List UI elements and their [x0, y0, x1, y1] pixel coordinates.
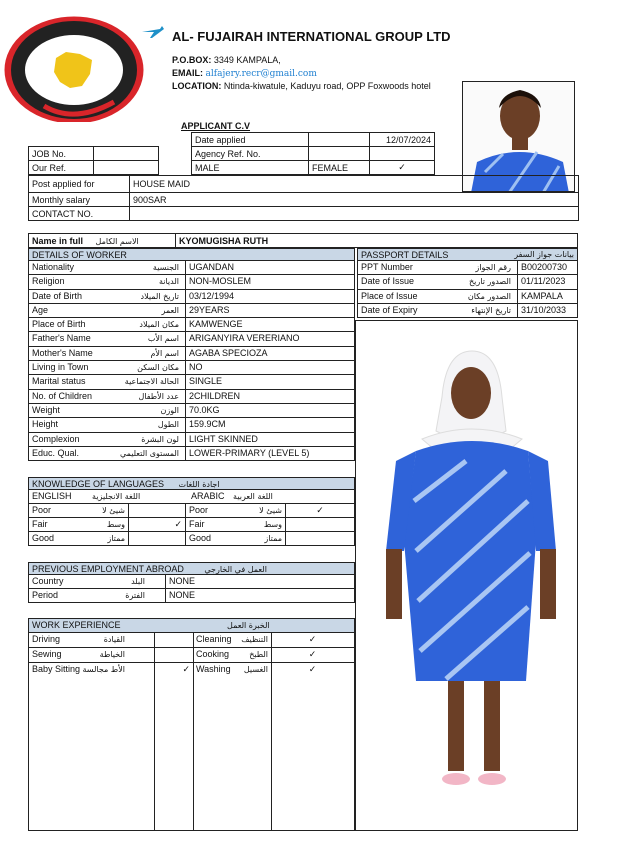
language-level-ar: ممتاز [264, 534, 282, 543]
female-label: FEMALE [309, 161, 370, 175]
details-row [28, 404, 355, 418]
english-label: ENGLISH [32, 491, 72, 501]
experience-header-ar: الخبرة العمل [227, 621, 270, 630]
details-row [28, 447, 355, 461]
previous-rows [28, 575, 355, 603]
pobox-value: 3349 KAMPALA, [213, 55, 281, 65]
details-row [28, 390, 355, 404]
detail-value: 159.9CM [189, 419, 226, 430]
details-row [28, 347, 355, 361]
skill-label-ar: الخياطة [99, 650, 125, 659]
language-level-ar: وسط [106, 520, 125, 529]
languages-table [28, 477, 355, 546]
location-value: Ntinda-kiwatule, Kaduyu road, OPP Foxwoods hotel [223, 81, 431, 91]
skill-label-ar: القيادة [103, 635, 125, 644]
skill-label: Cleaning [196, 634, 232, 644]
detail-label-ar: الديانة [158, 277, 179, 287]
passport-table [357, 248, 578, 318]
details-row [28, 433, 355, 447]
languages-header: KNOWLEDGE OF LANGUAGES [32, 479, 165, 489]
company-logo [4, 14, 164, 122]
passport-label: PPT Number [361, 262, 413, 272]
company-pobox [172, 56, 281, 65]
previous-row [28, 589, 355, 603]
english-label-ar: اللغة الانجليزية [92, 492, 141, 501]
experience-rows [29, 633, 354, 677]
name-label-ar: الاسم الكامل [95, 236, 139, 246]
details-row [28, 275, 355, 289]
cv-title: APPLICANT C.V [181, 121, 251, 131]
language-level-label: Fair [189, 519, 205, 529]
work-experience-table [28, 618, 355, 831]
detail-label: Mother's Name [32, 347, 93, 358]
contact-value [130, 207, 579, 221]
skill-check: ✓ [182, 664, 190, 674]
experience-row [29, 648, 354, 663]
previous-header-ar: العمل في الخارجي [204, 565, 267, 574]
previous-value: NONE [169, 590, 196, 600]
details-table [28, 248, 355, 461]
arabic-check: ✓ [316, 505, 324, 515]
detail-label-ar: اسم الأم [150, 348, 179, 358]
language-level-label: Poor [189, 505, 209, 515]
passport-label-ar: الصدور مكان [467, 291, 511, 301]
job-ref-table [28, 146, 159, 175]
detail-label-ar: تاريخ الميلاد [140, 291, 179, 301]
language-level-ar: وسط [263, 520, 282, 529]
company-email [172, 69, 317, 79]
salary-label: Monthly salary [29, 193, 130, 207]
post-value: HOUSE MAID [130, 176, 579, 193]
experience-header: WORK EXPERIENCE [32, 620, 121, 630]
detail-label: Religion [32, 276, 65, 287]
post-table [28, 175, 579, 221]
post-label: Post applied for [29, 176, 130, 193]
detail-value: LIGHT SKINNED [189, 433, 258, 444]
english-check: ✓ [174, 519, 182, 529]
detail-label-ar: الجنسية [152, 263, 179, 272]
passport-label: Date of Expiry [361, 304, 418, 315]
skill-label: Baby Sitting [32, 664, 81, 674]
skill-check: ✓ [308, 649, 317, 659]
cv-meta-table [191, 132, 435, 175]
detail-label: Place of Birth [32, 319, 86, 330]
company-location [172, 82, 431, 91]
passport-header-ar: بيانات جواز السفر [514, 250, 574, 259]
language-level-label: Good [189, 533, 212, 543]
passport-value: B00200730 [521, 262, 568, 272]
details-row [28, 361, 355, 375]
agency-ref-label: Agency Ref. No. [192, 147, 309, 161]
previous-label-ar: الفترة [125, 591, 145, 600]
detail-label: Marital status [32, 376, 86, 387]
skill-check: ✓ [308, 664, 317, 674]
languages-header-ar: اجادة اللغات [178, 480, 220, 489]
details-row [28, 418, 355, 432]
language-level-label: Poor [32, 505, 52, 515]
passport-label: Place of Issue [361, 290, 418, 301]
passport-value: 01/11/2023 [521, 276, 566, 287]
job-no-label: JOB No. [29, 147, 94, 161]
our-ref-label: Our Ref. [29, 161, 94, 175]
skill-label: Sewing [32, 649, 62, 659]
details-row [28, 290, 355, 304]
detail-value: UGANDAN [189, 262, 235, 272]
skill-label-ar: الأط مجالسة [82, 665, 125, 674]
language-row [28, 504, 355, 518]
detail-label-ar: الحالة الاجتماعية [124, 377, 179, 387]
detail-label-ar: مكان السكن [137, 363, 179, 373]
language-level-ar: ممتاز [107, 534, 125, 543]
passport-label-ar: تاريخ الإنتهاء [471, 305, 511, 315]
language-level-ar: شيئ لا [259, 506, 282, 515]
detail-value: 03/12/1994 [189, 290, 235, 301]
previous-row [28, 575, 355, 589]
passport-header: PASSPORT DETAILS [361, 250, 449, 260]
passport-row [357, 261, 578, 275]
detail-label: Father's Name [32, 333, 91, 344]
detail-label: Date of Birth [32, 290, 83, 301]
skill-label: Driving [32, 634, 61, 644]
detail-value: AGABA SPECIOZA [189, 347, 268, 358]
language-level-label: Good [32, 533, 55, 543]
pobox-label: P.O.BOX: [172, 55, 212, 65]
location-label: LOCATION: [172, 81, 222, 91]
detail-value: 70.0KG [189, 404, 220, 415]
date-applied-value: 12/07/2024 [370, 133, 435, 147]
passport-value: KAMPALA [521, 290, 563, 301]
passport-row [357, 304, 578, 318]
contact-label: CONTACT NO. [29, 207, 130, 221]
details-row [28, 332, 355, 346]
details-rows [28, 261, 355, 461]
details-row [28, 261, 355, 275]
experience-row [29, 633, 354, 648]
detail-label: Age [32, 304, 49, 315]
company-name: AL- FUJAIRAH INTERNATIONAL GROUP LTD [172, 29, 451, 44]
skill-label-ar: الطبخ [249, 650, 268, 659]
detail-label: Height [32, 419, 59, 430]
detail-label-ar: عدد الأطفال [138, 391, 179, 401]
name-label: Name in full [32, 235, 84, 246]
name-table [28, 233, 578, 248]
skill-label-ar: التنظيف [241, 635, 268, 644]
detail-label-ar: الطول [157, 420, 179, 430]
detail-value: LOWER-PRIMARY (LEVEL 5) [189, 447, 310, 458]
detail-value: 29YEARS [189, 304, 230, 315]
details-row [28, 318, 355, 332]
previous-label: Country [32, 576, 64, 586]
male-label: MALE [192, 161, 309, 175]
passport-label-ar: رقم الجواز [475, 263, 511, 272]
detail-value: KAMWENGE [189, 319, 243, 330]
details-row [28, 304, 355, 318]
previous-label: Period [32, 590, 59, 600]
language-level-ar: شيئ لا [102, 506, 125, 515]
previous-value: NONE [169, 576, 196, 586]
detail-label: Complexion [32, 433, 80, 444]
passport-row [357, 290, 578, 304]
detail-value: 2CHILDREN [189, 390, 241, 401]
detail-value: ARIGANYIRA VERERIANO [189, 333, 300, 344]
name-value: KYOMUGISHA RUTH [176, 234, 578, 248]
detail-label: Educ. Qual. [32, 447, 80, 458]
skill-check: ✓ [308, 634, 317, 644]
previous-label-ar: البلد [131, 577, 145, 586]
details-header: DETAILS OF WORKER [28, 248, 355, 261]
email-label: EMAIL: [172, 68, 203, 78]
experience-row [29, 663, 354, 677]
detail-label-ar: اسم الأب [147, 334, 179, 344]
detail-label-ar: الوزن [160, 405, 179, 415]
passport-label: Date of Issue [361, 276, 415, 287]
passport-value: 31/10/2033 [521, 304, 567, 315]
detail-label-ar: مكان الميلاد [139, 320, 179, 330]
detail-value: SINGLE [189, 376, 223, 387]
passport-rows [357, 261, 578, 318]
salary-value: 900SAR [130, 193, 579, 207]
passport-label-ar: الصدور تاريخ [469, 277, 511, 287]
skill-label-ar: الغسيل [243, 665, 268, 674]
language-row [28, 532, 355, 546]
detail-label-ar: المستوى التعليمي [119, 448, 179, 458]
detail-label-ar: العمر [161, 305, 179, 315]
detail-label: No. of Children [32, 390, 93, 401]
detail-value: NON-MOSLEM [189, 276, 252, 287]
detail-label-ar: لون البشرة [141, 434, 179, 444]
previous-employment-table [28, 562, 355, 603]
skill-label: Washing [196, 664, 231, 674]
details-row [28, 375, 355, 389]
passport-row [357, 275, 578, 289]
detail-label: Living in Town [32, 362, 89, 373]
language-row [28, 518, 355, 532]
detail-label: Nationality [32, 262, 75, 272]
female-check: ✓ [370, 161, 435, 175]
email-link[interactable]: alfajery.recr@gmail.com [205, 69, 317, 79]
language-level-label: Fair [32, 519, 48, 529]
arabic-label-ar: اللغة العربية [233, 492, 273, 501]
arabic-label: ARABIC [191, 491, 225, 501]
language-rows [28, 504, 355, 546]
date-applied-label: Date applied [192, 133, 309, 147]
previous-header: PREVIOUS EMPLOYMENT ABROAD [32, 564, 184, 574]
skill-label: Cooking [196, 649, 230, 659]
full-body-photo [355, 320, 578, 831]
detail-label: Weight [32, 404, 60, 415]
detail-value: NO [189, 362, 203, 373]
